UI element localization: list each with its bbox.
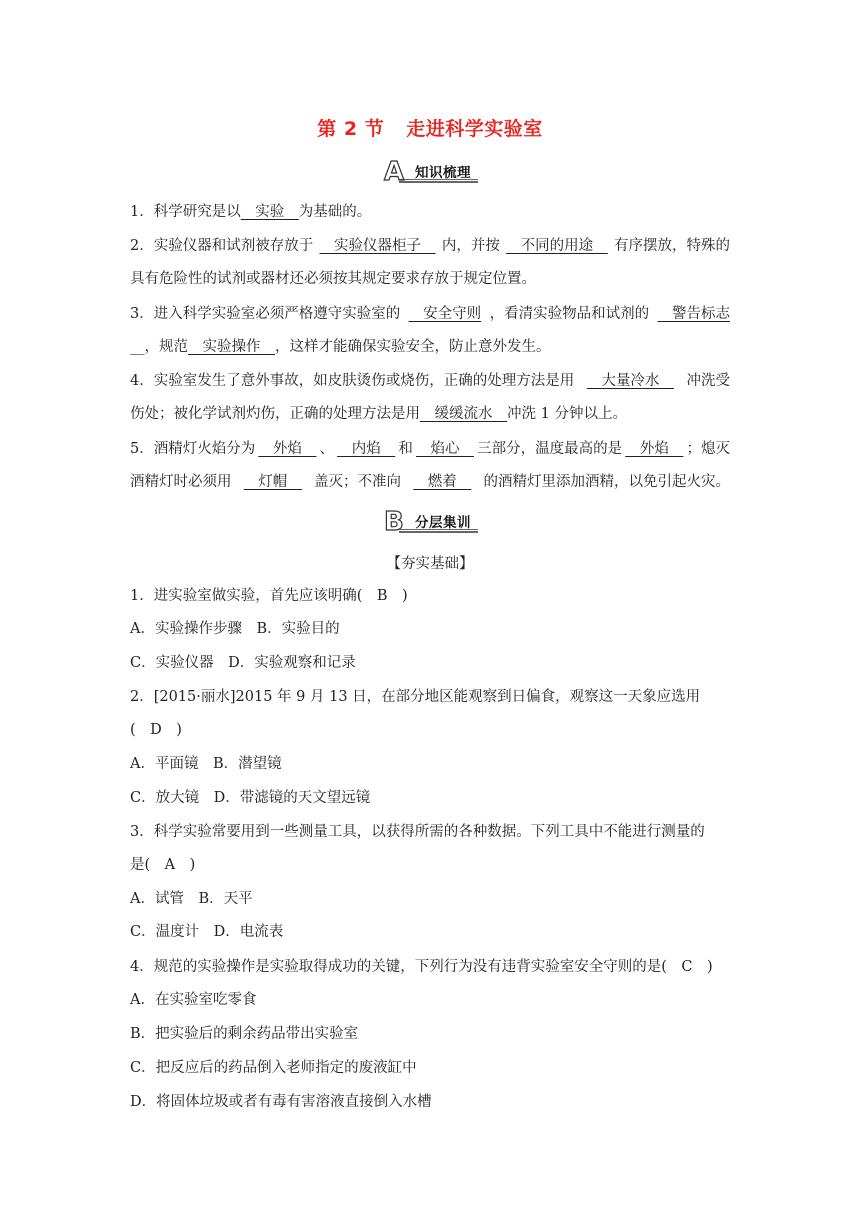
answer-blank: __外焰__ (258, 441, 317, 457)
knowledge-item-5-line-1: 5．酒精灯火焰分为 __外焰__ 、 __内焰__ 和 __焰心__ 三部分，温度最高的是 __外焰__ ；熄灭 (130, 441, 730, 457)
answer-blank: __实验__ (240, 204, 299, 220)
answer-blank: __内焰__ (337, 441, 396, 457)
practice-3-answer: 是( A ) (130, 857, 196, 873)
practice-3-stem: 3．科学实验常要用到一些测量工具，以获得所需的各种数据。下列工具中不能进行测量的 (130, 824, 705, 840)
practice-2-options-ab: A．平面镜 B．潜望镜 (130, 756, 282, 772)
answer-blank: __实验操作__ (188, 339, 275, 355)
answer-blank: __燃着__ (413, 474, 472, 490)
practice-3-options-cd: C．温度计 D．电流表 (130, 924, 284, 940)
knowledge-item-5-line-2: 酒精灯时必须用 __灯帽__ 盖灭；不准向 __燃着__ 的酒精灯里添加酒精，以免引起火灾。 (130, 474, 730, 490)
practice-2-answer: ( D ) (130, 722, 182, 738)
svg-text:A: A (384, 158, 405, 184)
subheading: 【夯实基础】 (386, 556, 474, 572)
practice-4-option-b: B．把实验后的剩余药品带出实验室 (130, 1026, 359, 1042)
answer-blank: __焰心__ (416, 441, 475, 457)
practice-2-stem: 2．[2015·丽水]2015 年 9 月 13 日，在部分地区能观察到日偏食，观察这一天象应选用 (130, 689, 701, 705)
answer-blank: __安全守则 (408, 306, 482, 322)
practice-4-option-c: C．把反应后的药品倒入老师指定的废液缸中 (130, 1060, 417, 1076)
practice-4-option-d: D．将固体垃圾或者有毒有害溶液直接倒入水槽 (130, 1094, 432, 1110)
practice-3-options-ab: A．试管 B．天平 (130, 891, 253, 907)
layered-practice-badge (381, 508, 481, 534)
badge-label: 知识梳理 (415, 165, 471, 181)
answer-blank: __警告标志 (657, 306, 730, 322)
badge-label: 分层集训 (415, 515, 471, 531)
knowledge-item-2-line-2: 具有危险性的试剂或器材还必须按其规定要求存放于规定位置。 (130, 271, 536, 287)
practice-4-option-a: A．在实验室吃零食 (130, 992, 257, 1008)
answer-blank: __灯帽__ (243, 474, 302, 490)
knowledge-item-3-line-2: __，规范__实验操作__，这样才能确保实验安全，防止意外发生。 (130, 339, 551, 355)
answer-blank: __大量冷水__ (586, 373, 674, 389)
practice-1-options-cd: C．实验仪器 D．实验观察和记录 (130, 655, 356, 671)
knowledge-review-badge (381, 158, 481, 184)
section-name: 走进科学实验室 (406, 118, 543, 140)
practice-1-stem: 1．进实验室做实验，首先应该明确( B ) (130, 588, 408, 604)
knowledge-item-2-line-1: 2．实验仪器和试剂被存放于 __实验仪器柜子__ 内，并按 __不同的用途__ 有序摆放，特殊的 (130, 238, 730, 254)
page-title (0, 114, 860, 141)
knowledge-item-1: 1．科学研究是以__实验__为基础的。 (130, 204, 372, 220)
answer-blank: __实验仪器柜子__ (319, 238, 436, 254)
answer-blank: __缓缓流水__ (420, 406, 507, 422)
answer-blank: __不同的用途__ (506, 238, 608, 254)
section-number: 第 2 节 (317, 118, 385, 140)
practice-1-options-ab: A．实验操作步骤 B．实验目的 (130, 621, 340, 637)
practice-2-options-cd: C．放大镜 D．带滤镜的天文望远镜 (130, 790, 371, 806)
knowledge-item-3-line-1: 3．进入科学实验室必须严格遵守实验室的 __安全守则 ，看清实验物品和试剂的 __警告标志 (130, 306, 730, 322)
answer-blank: __外焰__ (625, 441, 684, 457)
knowledge-item-4-line-2: 伤处；被化学试剂灼伤，正确的处理方法是用__缓缓流水__冲洗 1 分钟以上。 (130, 406, 627, 422)
practice-4-stem: 4．规范的实验操作是实验取得成功的关键，下列行为没有违背实验室安全守则的是( C ) (130, 959, 713, 975)
svg-text:B: B (384, 508, 404, 534)
knowledge-item-4-line-1: 4．实验室发生了意外事故，如皮肤烫伤或烧伤，正确的处理方法是用 __大量冷水__ 冲洗受 (130, 373, 730, 389)
